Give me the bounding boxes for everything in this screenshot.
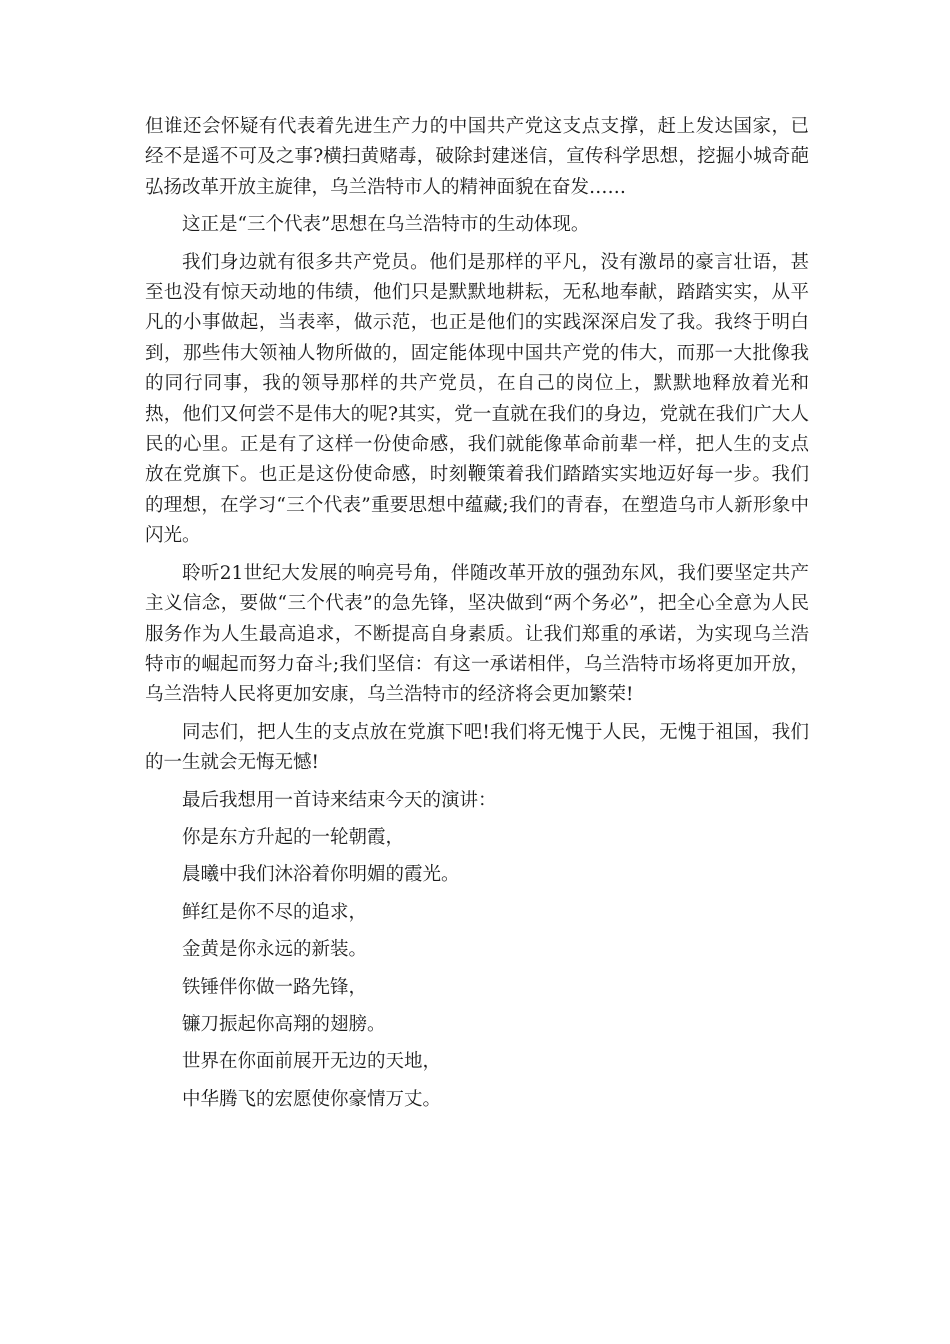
paragraph: 同志们，把人生的支点放在党旗下吧!我们将无愧于人民，无愧于祖国，我们的一生就会无悔无憾!	[145, 721, 809, 774]
paragraph: 最后我想用一首诗来结束今天的演讲：	[182, 789, 497, 811]
paragraph: 这正是“三个代表”思想在乌兰浩特市的生动体现。	[182, 214, 590, 236]
poem-line: 世界在你面前展开无边的天地，	[182, 1051, 442, 1073]
paragraph: 我们身边就有很多共产党员。他们是那样的平凡，没有激昂的豪言壮语，甚至也没有惊天动地的伟绩，他们只是默默地耕耘，无私地奉献，踏踏实实，从平凡的小事做起，当表率，做示范，也正是他们的实践深深启发了我。我终于明白到，那些伟大领袖人物所做的，固定能体现中国共产党的伟大，而那一大批像我的同行同事，我的领导那样的共产党员，在自己的岗位上，默默地释放着光和热，他们又何尝不是伟大的呢?其实，党一直就在我们的身边，党就在我们广大人民的心里。正是有了这样一份使命感，我们就能像革命前辈一样，把人生的支点放在党旗下。也正是这份使命感，时刻鞭策着我们踏踏实实地迈好每一步。我们的理想，在学习“三个代表”重要思想中蕴藏;我们的青春，在塑造乌市人新形象中闪光。	[145, 251, 809, 547]
poem-line: 金黄是你永远的新装。	[182, 939, 368, 961]
poem-line: 你是东方升起的一轮朝霞，	[182, 826, 405, 848]
paragraph: 聆听21世纪大发展的响亮号角，伴随改革开放的强劲东风，我们要坚定共产主义信念，要做“三个代表”的急先锋，坚决做到“两个务必”，把全心全意为人民服务作为人生最高追求，不断提高自身素质。让我们郑重的承诺，为实现乌兰浩特市的崛起而努力奋斗;我们坚信：有这一承诺相伴，乌兰浩特市场将更加开放，乌兰浩特人民将更加安康，乌兰浩特市的经济将会更加繁荣!	[145, 562, 809, 706]
poem-line: 铁锤伴你做一路先锋，	[182, 976, 368, 998]
poem-line: 中华腾飞的宏愿使你豪情万丈。	[182, 1088, 442, 1110]
poem-line: 镰刀振起你高翔的翅膀。	[182, 1013, 386, 1035]
paragraph: 但谁还会怀疑有代表着先进生产力的中国共产党这支点支撑，赶上发达国家，已经不是遥不可及之事?横扫黄赌毒，破除封建迷信，宣传科学思想，挖掘小城奇葩弘扬改革开放主旋律，乌兰浩特市人的精神面貌在奋发……	[145, 116, 809, 198]
poem-line: 晨曦中我们沐浴着你明媚的霞光。	[182, 864, 460, 886]
document-page	[145, 112, 809, 1122]
poem-line: 鲜红是你不尽的追求，	[182, 901, 368, 923]
